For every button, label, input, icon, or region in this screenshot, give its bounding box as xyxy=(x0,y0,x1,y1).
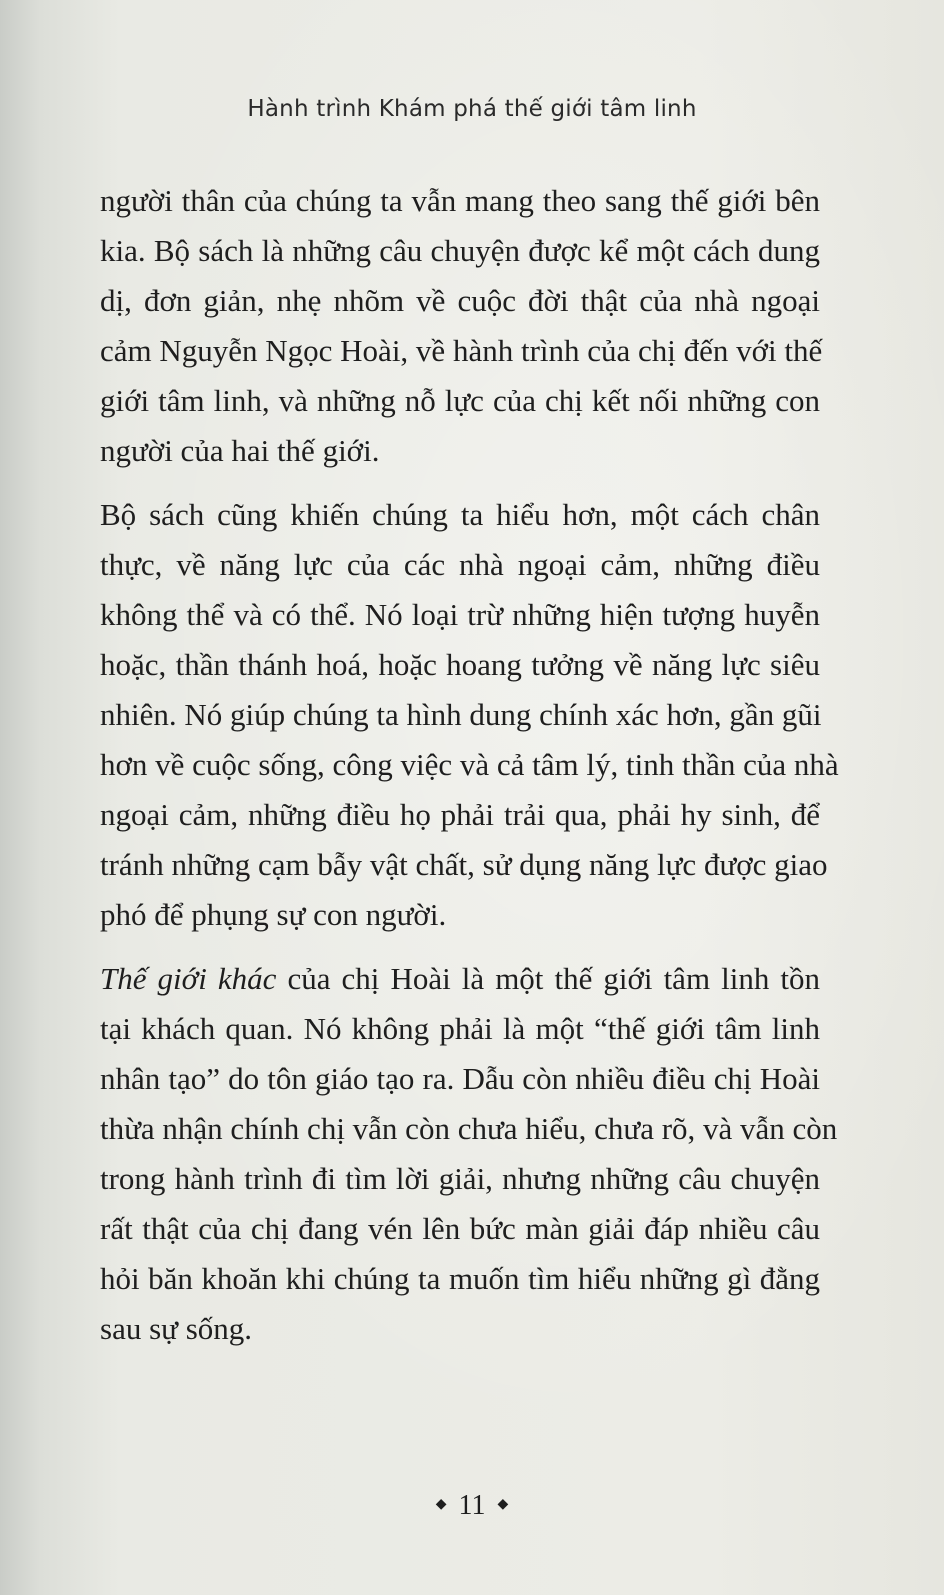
text-line: hỏi băn khoăn khi chúng ta muốn tìm hiểu những gì đằng xyxy=(100,1261,820,1296)
text-line-content: Bộ sách cũng khiến chúng ta hiểu hơn, một cách chân xyxy=(100,497,820,532)
page-number-footer xyxy=(0,1490,944,1522)
text-line: ngoại cảm, những điều họ phải trải qua, phải hy sinh, để xyxy=(100,797,820,832)
text-line: nhân tạo” do tôn giáo tạo ra. Dẫu còn nhiều điều chị Hoài xyxy=(100,1061,820,1096)
text-line: hoặc, thần thánh hoá, hoặc hoang tưởng về năng lực siêu xyxy=(100,647,820,682)
text-line: thực, về năng lực của các nhà ngoại cảm, những điều xyxy=(100,547,820,582)
text-line: không thể và có thể. Nó loại trừ những hiện tượng huyễn xyxy=(100,597,820,632)
text-line: người của hai thế giới. xyxy=(100,433,380,468)
text-line: tại khách quan. Nó không phải là một “thế giới tâm linh xyxy=(100,1011,820,1046)
text-line: giới tâm linh, và những nỗ lực của chị kết nối những con xyxy=(100,383,820,418)
text-line: sau sự sống. xyxy=(100,1311,253,1346)
text-line: trong hành trình đi tìm lời giải, nhưng những câu chuyện xyxy=(100,1161,820,1196)
text-line: rất thật của chị đang vén lên bức màn giải đáp nhiều câu xyxy=(100,1211,820,1246)
text-line: người thân của chúng ta vẫn mang theo sang thế giới bên xyxy=(100,183,820,218)
text-line-content: của chị Hoài là một thế giới tâm linh tồn xyxy=(276,961,821,996)
book-title-italic: Thế giới khác xyxy=(100,961,277,996)
text-line: nhiên. Nó giúp chúng ta hình dung chính xác hơn, gần gũi xyxy=(100,697,822,732)
text-line: kia. Bộ sách là những câu chuyện được kể một cách dung xyxy=(100,233,820,268)
diamond-ornament-icon: ◆ xyxy=(497,1497,509,1513)
paragraph-1 xyxy=(100,176,823,476)
paragraph-3 xyxy=(100,954,838,1354)
text-line: tránh những cạm bẫy vật chất, sử dụng năng lực được giao xyxy=(100,847,828,882)
text-line: thừa nhận chính chị vẫn còn chưa hiểu, chưa rõ, và vẫn còn xyxy=(100,1111,838,1146)
text-line xyxy=(100,490,820,540)
body-text xyxy=(100,176,839,1368)
page-number: 11 xyxy=(458,1490,486,1521)
text-line xyxy=(100,954,820,1004)
text-line: hơn về cuộc sống, công việc và cả tâm lý, tinh thần của nhà xyxy=(100,747,839,782)
text-line: dị, đơn giản, nhẹ nhõm về cuộc đời thật của nhà ngoại xyxy=(100,283,820,318)
running-head: Hành trình Khám phá thế giới tâm linh xyxy=(247,96,697,122)
paragraph-2 xyxy=(100,490,839,940)
text-line: cảm Nguyễn Ngọc Hoài, về hành trình của chị đến với thế xyxy=(100,333,823,368)
text-line: phó để phụng sự con người. xyxy=(100,897,447,932)
diamond-ornament-icon: ◆ xyxy=(435,1497,447,1513)
